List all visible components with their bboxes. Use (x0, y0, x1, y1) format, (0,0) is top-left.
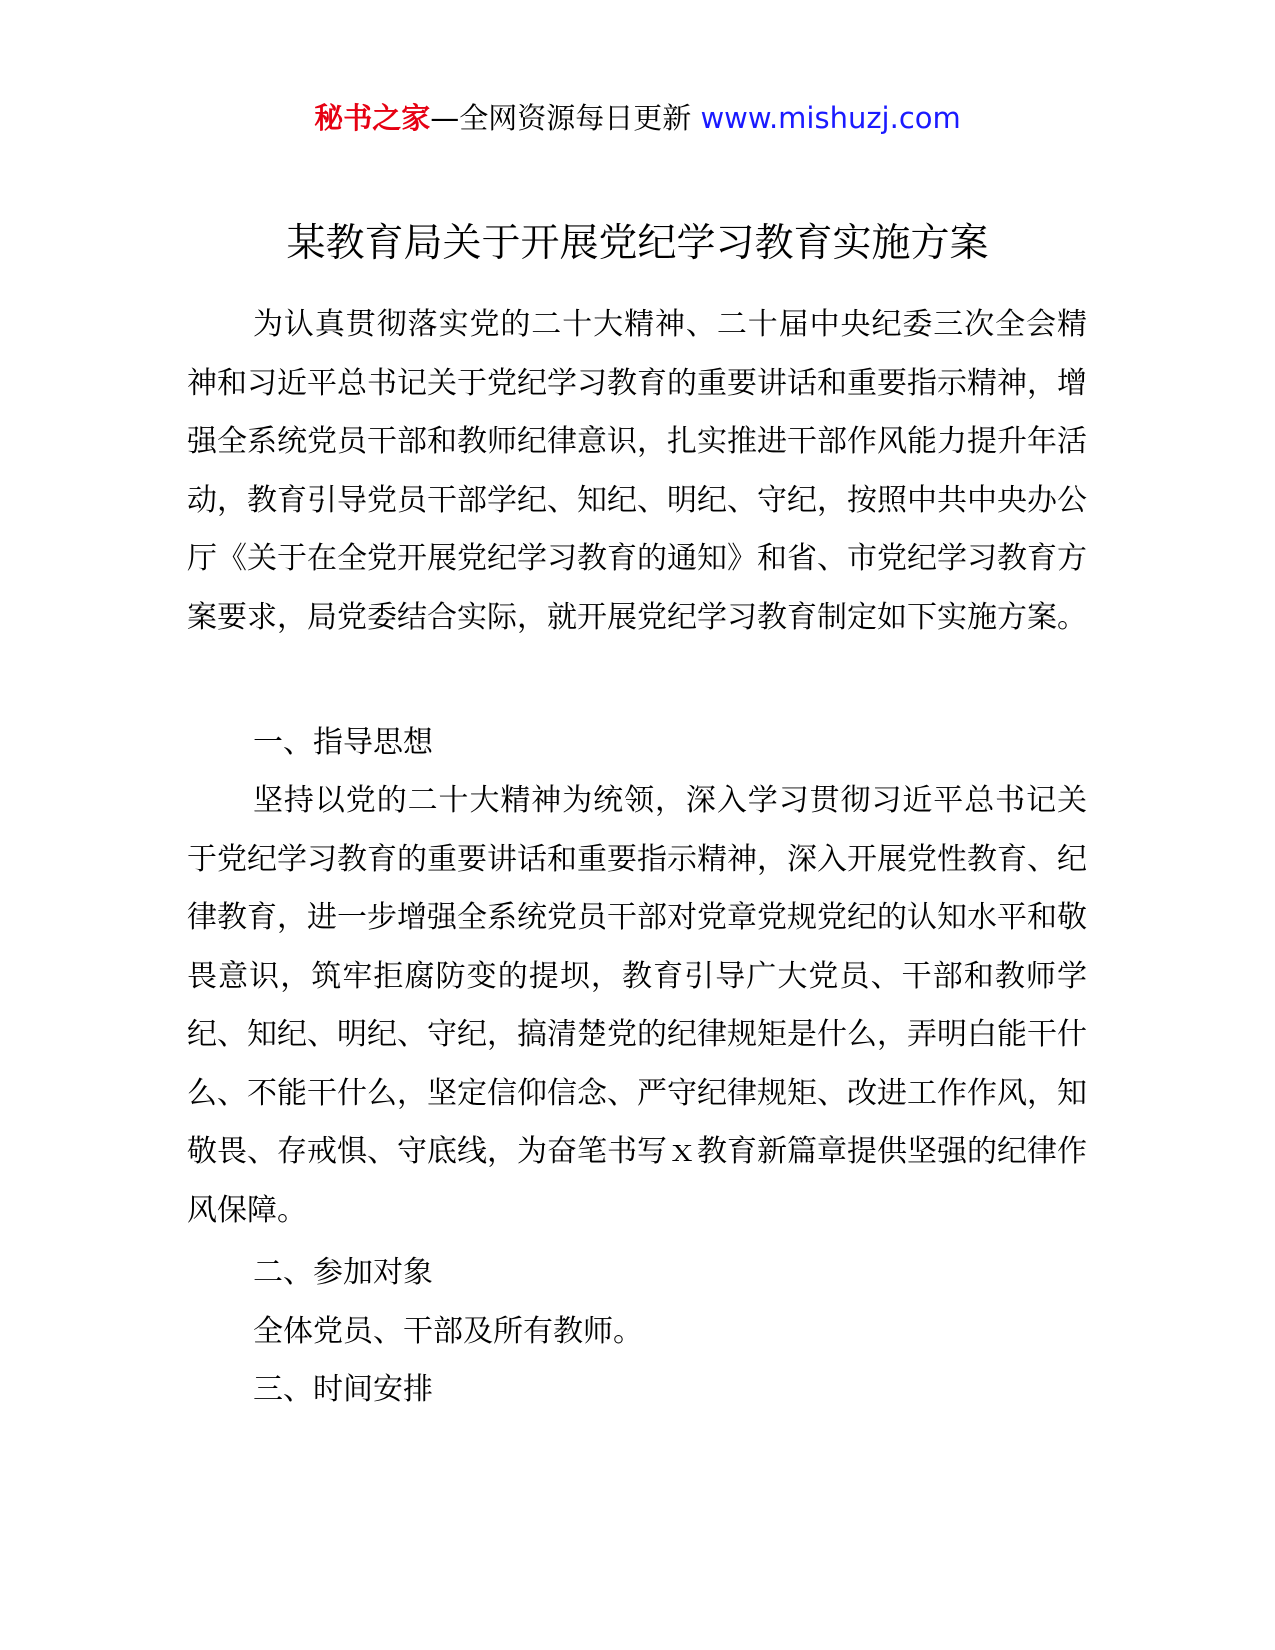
participants-paragraph: 全体党员、干部及所有教师。 (253, 1314, 643, 1349)
section-heading-participants: 二、参加对象 (253, 1255, 433, 1290)
intro-paragraph: 为认真贯彻落实党的二十大精神、二十届中央纪委三次全会精神和习近平总书记关于党纪学习教育的重要讲话和重要指示精神，增强全系统党员干部和教师纪律意识，扎实推进干部作风能力提升年活动，教育引导党员干部学纪、知纪、明纪、守纪，按照中共中央办公厅《关于在全党开展党纪学习教育的通知》和省、市党纪学习教育方案要求，局党委结合实际，就开展党纪学习教育制定如下实施方案。 (187, 307, 1087, 635)
site-url-link[interactable]: www.mishuzj.com (700, 101, 961, 135)
section-heading-schedule: 三、时间安排 (253, 1372, 433, 1407)
document-title: 某教育局关于开展党纪学习教育实施方案 (286, 221, 989, 266)
guiding-thought-paragraph: 坚持以党的二十大精神为统领，深入学习贯彻习近平总书记关于党纪学习教育的重要讲话和重要指示精神，深入开展党性教育、纪律教育，进一步增强全系统党员干部对党章党规党纪的认知水平和敬畏意识，筑牢拒腐防变的提坝，教育引导广大党员、干部和教师学纪、知纪、明纪、守纪，搞清楚党的纪律规矩是什么，弄明白能干什么、不能干什么，坚定信仰信念、严守纪律规矩、改进工作作风，知敬畏、存戒惧、守底线，为奋笔书写ｘ教育新篇章提供坚强的纪律作风保障。 (187, 783, 1087, 1228)
brand-name: 秘书之家 (314, 101, 431, 135)
section-heading-guiding-thought: 一、指导思想 (253, 725, 433, 760)
header-tagline: —全网资源每日更新 (430, 101, 692, 135)
site-header (0, 98, 1275, 138)
